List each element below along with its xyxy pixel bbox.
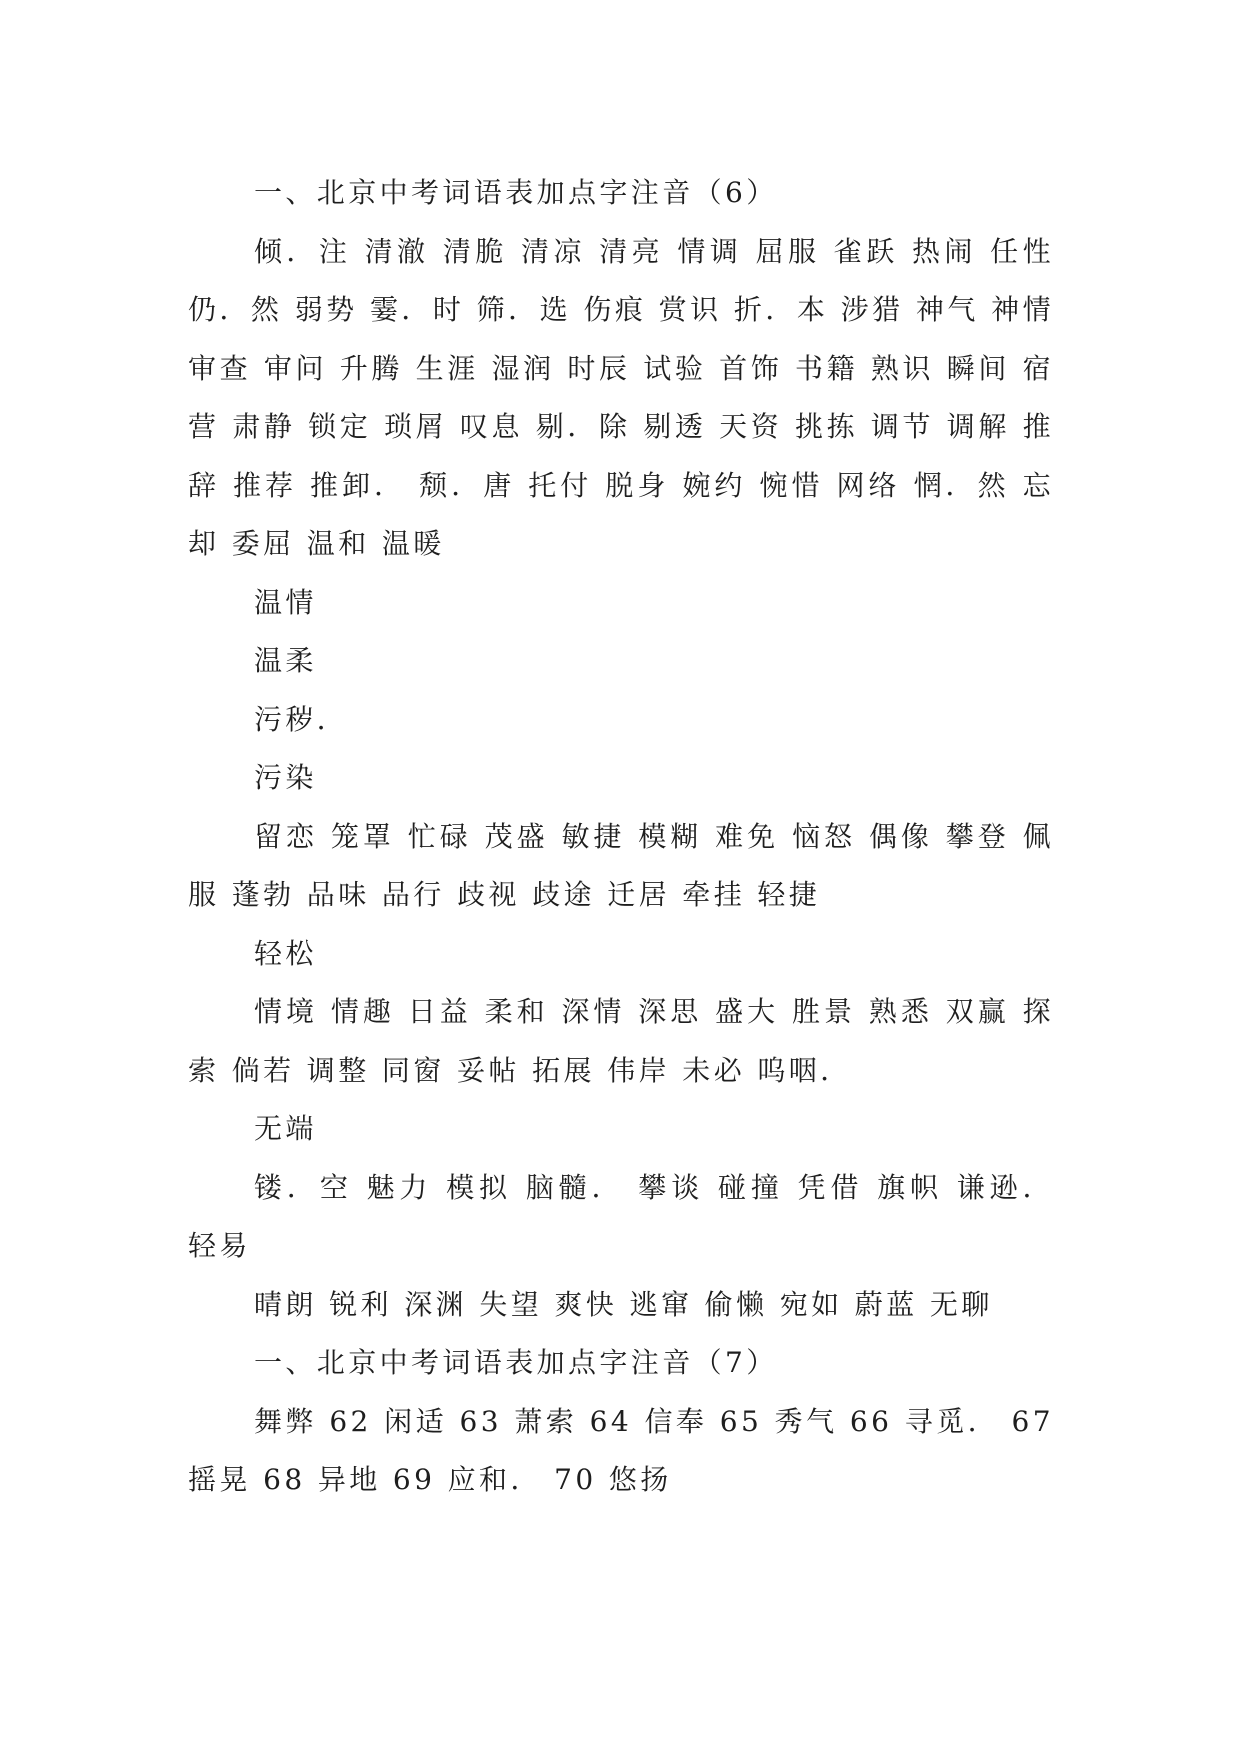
- vocabulary-paragraph: 污染: [254, 761, 317, 794]
- vocabulary-paragraph: 留恋 笼罩 忙碌 茂盛 敏捷 模糊 难免 恼怒 偶像 攀登 佩服 蓬勃 品味 品行 歧视 歧途 迁居 牵挂 轻捷: [188, 819, 1054, 911]
- vocabulary-paragraph: 晴朗 锐利 深渊 失望 爽快 逃窜 偷懒 宛如 蔚蓝 无聊: [254, 1287, 993, 1321]
- section-heading-7: 一、北京中考词语表加点字注音（7）: [254, 1346, 778, 1379]
- vocabulary-paragraph: 温柔: [254, 644, 317, 677]
- section-heading-6: 一、北京中考词语表加点字注音（6）: [254, 176, 778, 209]
- vocabulary-paragraph: 污秽．: [254, 702, 349, 736]
- vocabulary-paragraph: 舞弊 62 闲适 63 萧索 64 信奉 65 秀气 66 寻觅． 67 摇晃 68 异地 69 应和． 70 悠扬: [188, 1404, 1054, 1496]
- document-page: [188, 164, 1054, 1510]
- vocabulary-paragraph: 情境 情趣 日益 柔和 深情 深思 盛大 胜景 熟悉 双赢 探索 倘若 调整 同窗 妥帖 拓展 伟岸 未必 呜咽．: [188, 995, 1054, 1087]
- vocabulary-paragraph: 轻松: [254, 936, 317, 970]
- vocabulary-paragraph: 无端: [254, 1112, 317, 1145]
- vocabulary-paragraph: 温情: [254, 585, 317, 619]
- vocabulary-paragraph: 倾．注 清澈 清脆 清凉 清亮 情调 屈服 雀跃 热闹 任性 仍．然 弱势 霎．时 筛．选 伤痕 赏识 折．本 涉猎 神气 神情 审查 审问 升腾 生涯 湿润 时辰 试验 首饰 书籍 熟识 瞬间 宿营 肃静 锁定 琐屑 叹息 剔．除 剔透 天资 挑拣 调节 调解 推辞 推荐 推卸． 颓．唐 托付 脱身 婉约 惋惜 网络 惘．然 忘却 委屈 温和 温暖: [188, 234, 1054, 560]
- vocabulary-paragraph: 镂．空 魅力 模拟 脑髓． 攀谈 碰撞 凭借 旗帜 谦逊． 轻易: [188, 1170, 1054, 1262]
